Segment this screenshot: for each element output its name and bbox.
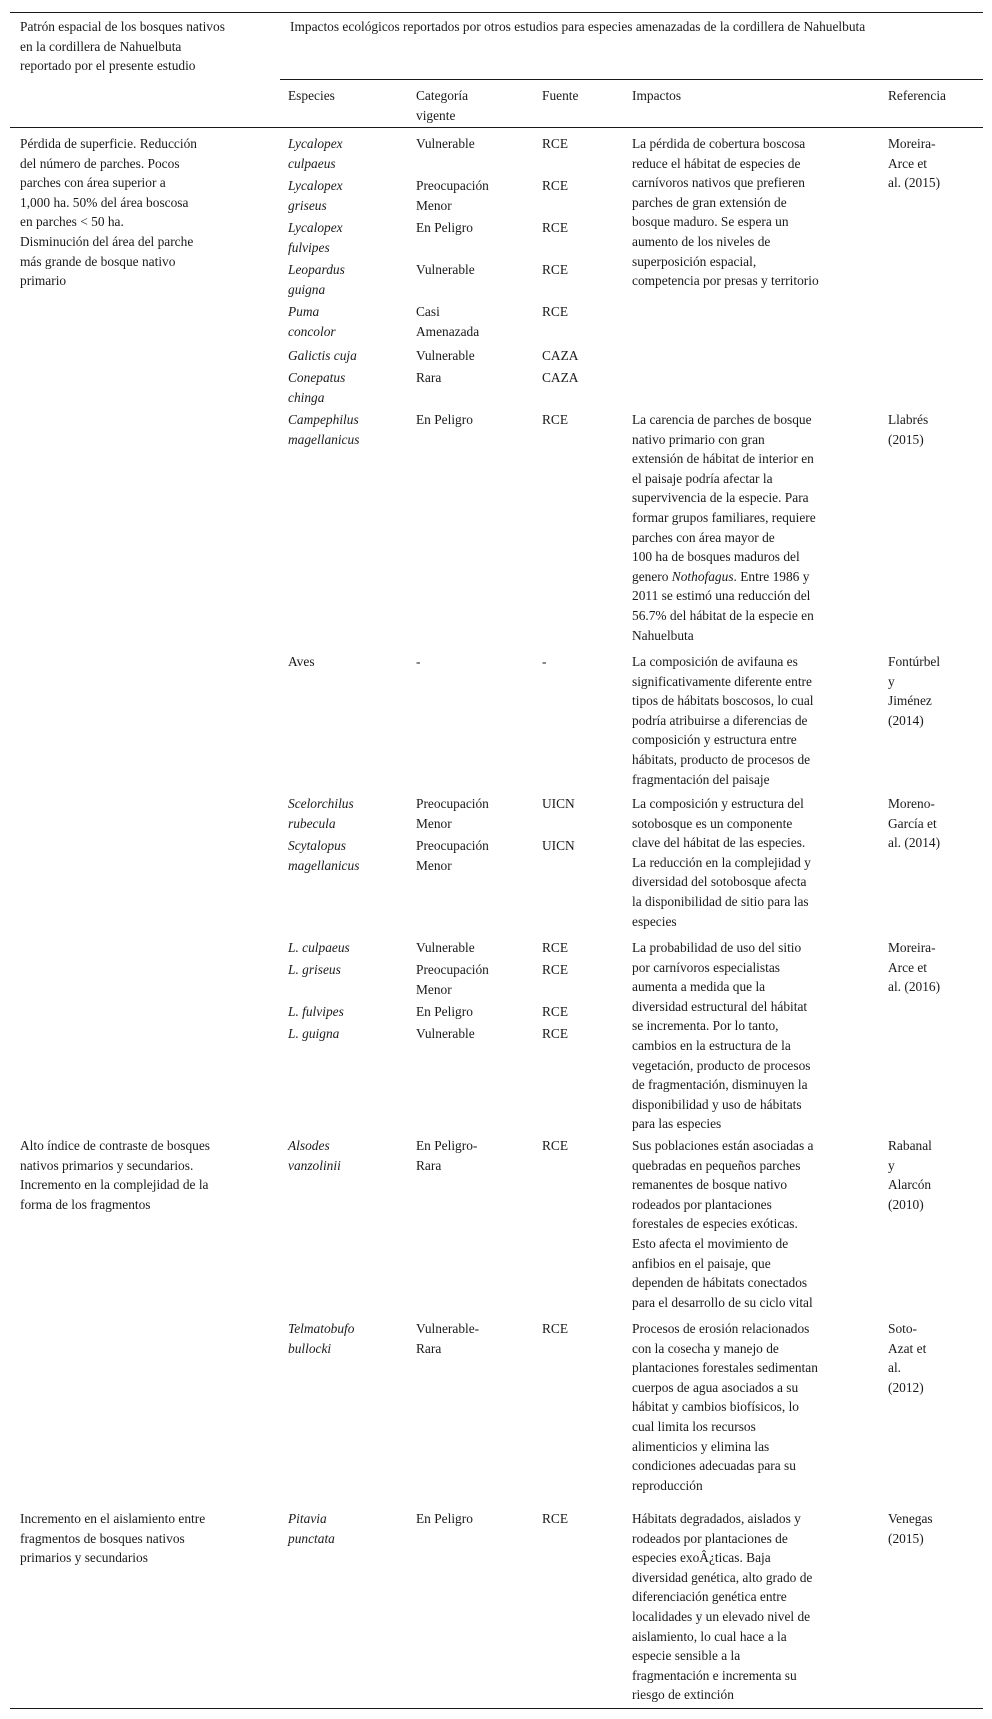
header-sub-rule (280, 79, 983, 80)
impact-text: La pérdida de cobertura boscosa reduce el hábitat de especies de carnívoros nativos que prefieren parches de gran extensión de bosque maduro. Se espera un aumento de los niveles de superposición espacial, competencia por presas y territorio (632, 136, 819, 289)
impact-text: Sus poblaciones están asociadas a quebradas en pequeños parches remanentes de bosque nativo rodeados por plantaciones forestales de especies exóticas. Esto afecta el movimiento de anfibios en el paisaje, que dependen de hábitats conectados para el desarrollo de su ciclo vital (632, 1138, 814, 1310)
species-category: Preocupación Menor (416, 838, 489, 873)
impact-reference: Moreira- Arce et al. (2016) (888, 940, 941, 995)
species-category: En Peligro (416, 1511, 473, 1526)
species-source: RCE (542, 412, 569, 427)
species-source: RCE (542, 962, 569, 977)
header-reference: Referencia (888, 88, 946, 103)
species-category: Vulnerable (416, 262, 475, 277)
species-category: Preocupación Menor (416, 796, 489, 831)
species-source: RCE (542, 178, 569, 193)
impact-reference: Soto- Azat et al. (2012) (888, 1321, 927, 1395)
species-source: RCE (542, 136, 569, 151)
species-category: Vulnerable (416, 1026, 475, 1041)
species-category: Casi Amenazada (416, 304, 480, 339)
header-category: Categoría vigente (416, 88, 469, 123)
impact-reference: Rabanal y Alarcón (2010) (888, 1138, 932, 1212)
species-category: En Peligro (416, 412, 473, 427)
species-category: Vulnerable (416, 940, 475, 955)
species-name: Scelorchilus rubecula (288, 796, 354, 831)
impact-reference: Llabrés (2015) (888, 412, 929, 447)
impact-reference: Fontúrbel y Jiménez (2014) (888, 654, 941, 728)
species-source: RCE (542, 940, 569, 955)
bottom-rule (10, 1708, 983, 1709)
impact-text-italic: Nothofagus (671, 568, 734, 584)
species-category: Preocupación Menor (416, 178, 489, 213)
impact-text: La composición y estructura del sotobosque es un componente clave del hábitat de las especies. La reducción en la complejidad y diversidad del sotobosque afecta la disponibilidad de sitio para las especies (632, 796, 811, 929)
header-source: Fuente (542, 88, 579, 103)
species-category: Vulnerable (416, 348, 475, 363)
species-source: RCE (542, 1004, 569, 1019)
impact-text (632, 410, 882, 645)
species-name: Lycalopex fulvipes (288, 220, 343, 255)
species-name: Lycalopex griseus (288, 178, 343, 213)
species-category: En Peligro (416, 1004, 473, 1019)
species-category: Rara (416, 370, 442, 385)
species-source: RCE (542, 220, 569, 235)
species-name: Puma concolor (288, 304, 336, 339)
species-name: Conepatus chinga (288, 370, 346, 405)
impact-text: La composición de avifauna es significativamente diferente entre tipos de hábitats boscosos, lo cual podría atribuirse a diferencias de composición y estructura entre hábitats, producto de procesos de fragmentación del paisaje (632, 654, 814, 787)
impact-text-part: . Entre 1986 y 2011 se estimó una reducción del 56.7% del hábitat de la especie en Nahuelbuta (632, 568, 814, 643)
top-rule (10, 12, 983, 13)
species-name: L. guigna (288, 1026, 340, 1041)
species-source: RCE (542, 262, 569, 277)
species-name: L. culpaeus (288, 940, 350, 955)
species-source: UICN (542, 796, 575, 811)
header-pattern: Patrón espacial de los bosques nativos en la cordillera de Nahuelbuta reportado por el presente estudio (20, 19, 225, 74)
species-source: RCE (542, 1026, 569, 1041)
species-name: Campephilus magellanicus (288, 412, 360, 447)
species-name: Leopardus guigna (288, 262, 345, 297)
species-source: UICN (542, 838, 575, 853)
impact-text-part: La carencia de parches de bosque nativo primario con gran extensión de hábitat de interior en el paisaje podría afectar la supervivencia de la especie. Para formar grupos familiares, requiere parches con área mayor de 100 ha de bosques maduros del genero (632, 412, 816, 584)
pattern-2: Alto índice de contraste de bosques nativos primarios y secundarios. Incremento en la complejidad de la forma de los fragmentos (20, 1138, 211, 1212)
species-name: Galictis cuja (288, 348, 357, 363)
species-source: RCE (542, 1138, 569, 1153)
species-name: L. griseus (288, 962, 341, 977)
impact-text: Hábitats degradados, aislados y rodeados por plantaciones de especies exoÂ¿ticas. Baja diversidad genética, alto grado de diferenciación genética entre localidades y un elevado nivel de aislamiento, lo cual hace a la especie sensible a la fragmentación e incrementa su riesgo de extinción (632, 1511, 813, 1703)
species-name: L. fulvipes (288, 1004, 344, 1019)
impact-reference: Moreira- Arce et al. (2015) (888, 136, 941, 191)
header-species: Especies (288, 88, 335, 103)
species-source: RCE (542, 1511, 569, 1526)
species-source: CAZA (542, 348, 579, 363)
impact-text: La probabilidad de uso del sitio por carnívoros especialistas aumenta a medida que la diversidad estructural del hábitat se incrementa. Por lo tanto, cambios en la estructura de la vegetación, producto de procesos de fragmentación, disminuyen la disponibilidad y uso de hábitats para las especies (632, 940, 811, 1132)
species-source: CAZA (542, 370, 579, 385)
header-bottom-rule (10, 127, 983, 128)
species-name: Scytalopus magellanicus (288, 838, 360, 873)
impact-reference: Moreno- García et al. (2014) (888, 796, 941, 851)
species-source: RCE (542, 304, 569, 319)
impact-text: Procesos de erosión relacionados con la cosecha y manejo de plantaciones forestales sedimentan cuerpos de agua asociados a su hábitat y cambios biofísicos, lo cual limita los recursos alimenticios y elimina las condiciones adecuadas para su reproducción (632, 1321, 818, 1493)
species-name: Pitavia punctata (288, 1511, 335, 1546)
species-name: Telmatobufo bullocki (288, 1321, 355, 1356)
species-name: Lycalopex culpaeus (288, 136, 343, 171)
species-source: - (542, 654, 547, 669)
species-source: RCE (542, 1321, 569, 1336)
species-category: En Peligro- Rara (416, 1138, 478, 1173)
pattern-1: Pérdida de superficie. Reducción del número de parches. Pocos parches con área superior a 1,000 ha. 50% del área boscosa en parches < 50 ha. Disminución del área del parche más grande de bosque nativo primario (20, 136, 197, 289)
header-impact-text: Impactos (632, 88, 682, 103)
impact-reference: Venegas (2015) (888, 1511, 933, 1546)
species-category: Vulnerable (416, 136, 475, 151)
species-category: - (416, 654, 421, 669)
species-category: En Peligro (416, 220, 473, 235)
species-name: Aves (288, 654, 315, 669)
species-category: Preocupación Menor (416, 962, 489, 997)
species-category: Vulnerable- Rara (416, 1321, 480, 1356)
header-impacts: Impactos ecológicos reportados por otros estudios para especies amenazadas de la cordillera de Nahuelbuta (290, 19, 866, 34)
pattern-3: Incremento en el aislamiento entre fragmentos de bosques nativos primarios y secundarios (20, 1511, 206, 1566)
species-name: Alsodes vanzolinii (288, 1138, 341, 1173)
